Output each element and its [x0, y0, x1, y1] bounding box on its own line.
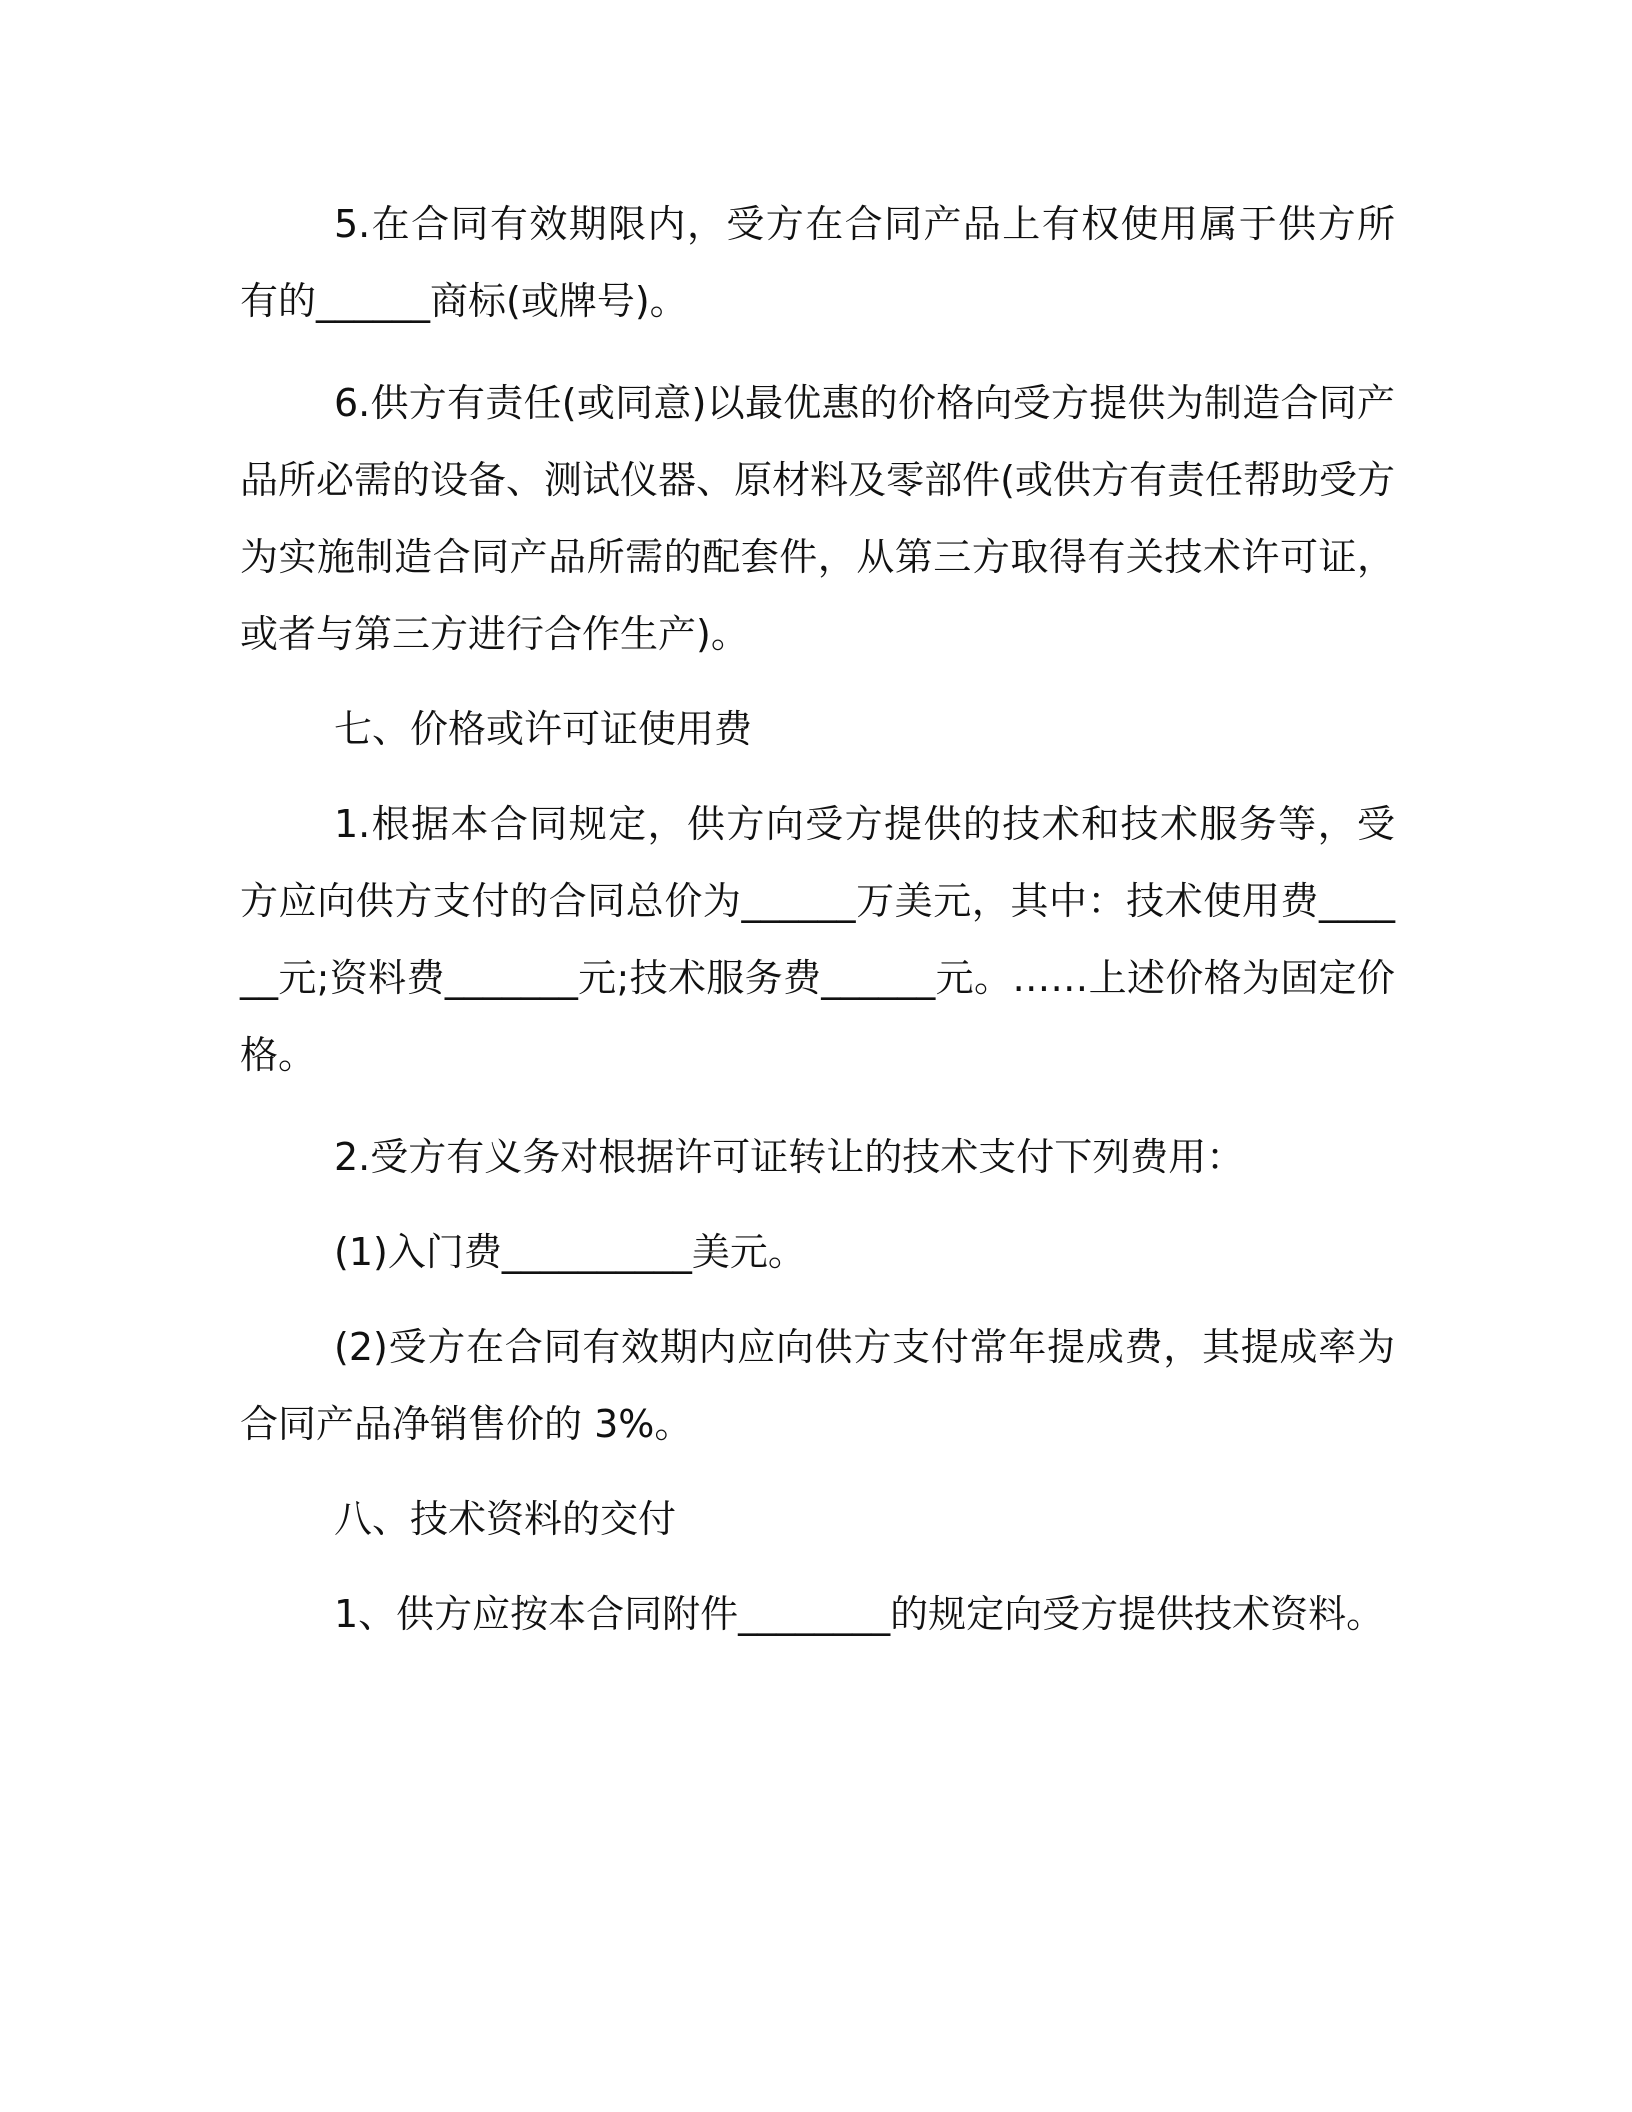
section-heading-price: 七、价格或许可证使用费 [334, 707, 753, 751]
clause-royalty: (2)受方在合同有效期内应向供方支付常年提成费，其提成率为合同产品净销售价的 3%。 [240, 1325, 1395, 1446]
clause-entry-fee: (1)入门费__________美元。 [334, 1230, 806, 1274]
clause-price-total: 1.根据本合同规定，供方向受方提供的技术和技术服务等，受方应向供方支付的合同总价为______万美元，其中：技术使用费______元;资料费_______元;技术服务费______元。……上述价格为固定价格。 [240, 802, 1395, 1077]
clause-5-trademark: 5.在合同有效期限内，受方在合同产品上有权使用属于供方所有的______商标(或牌号)。 [240, 202, 1395, 323]
clause-6-supply-equipment: 6.供方有责任(或同意)以最优惠的价格向受方提供为制造合同产品所必需的设备、测试仪器、原材料及零部件(或供方有责任帮助受方为实施制造合同产品所需的配套件，从第三方取得有关技术许可证，或者与第三方进行合作生产)。 [240, 381, 1395, 656]
document-body [240, 186, 1395, 1653]
section-heading-delivery: 八、技术资料的交付 [334, 1497, 677, 1541]
clause-fees-obligation: 2.受方有义务对根据许可证转让的技术支付下列费用： [334, 1135, 1245, 1179]
clause-delivery-docs: 1、供方应按本合同附件________的规定向受方提供技术资料。 [334, 1592, 1385, 1636]
